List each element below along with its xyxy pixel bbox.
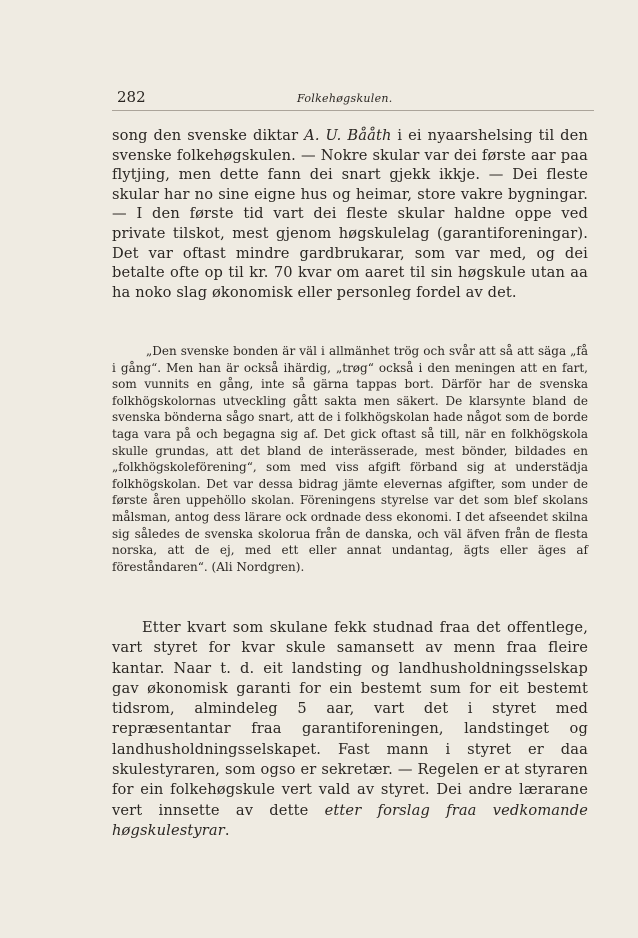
header-rule bbox=[112, 110, 594, 111]
page-number: 282 bbox=[117, 88, 146, 106]
author-initials: A. U. bbox=[304, 127, 342, 144]
p1-text-start: song den svenske diktar bbox=[112, 127, 305, 144]
author-surname: Bååth bbox=[347, 127, 392, 144]
page-header bbox=[117, 88, 592, 108]
p3-text: Etter kvart som skulane fekk studnad fraa det offentlege, vart styret for kvar skule samansett av menn fraa fleire kantar. Naar t. d. eit landsting og landhusholdningsselskap gav økonomisk garanti for ein bestemt sum for eit bestemt tidsrom, almindeleg 5 aar, vart det i styret med repræsentantar fraa garantiforeningen, landstinget og landhusholdningsselskapet. Fast mann i styret er daa skulestyraren, som ogso er sekretær. — Regelen er at styraren for ein folkehøgskule vert vald av styret. Dei andre lærarane vert innsette av dette bbox=[112, 619, 588, 819]
paragraph-3 bbox=[112, 618, 588, 841]
paragraph-1 bbox=[112, 126, 588, 302]
quoted-swedish-passage: „Den svenske bonden är väl i allmänhet trög och svår att så att säga „få i gång“. Men han är också ihärdig, „trøg“ också i den meningen att en fart, som vunnits en gång, inte så gärna tappas bort. Därför har de svenska folkhögskolornas utveckling gått sakta men säkert. De klarsynte bland de svenska bönderna sågo snart, att de i folkhögskolan hade något som de borde taga vara på och begagna sig af. Det gick oftast så till, när en folkhögskola skulle grundas, att det bland de interässerade, mest bönder, bildades en „folkhögskoleförening“, som med viss afgift förband sig at understädja folkhögskolan. Det var dessa bidrag jämte elevernas afgifter, som under de første åren uppehöllo skolan. Föreningens styrelse var det som blef skolans målsman, antog dess lärare ock ordnade dess ekonomi. I det afseendet skilna sig således de svenska skolorua från de danska, och väl äfven från de flesta norska, att de ej, med ett eller annat undantag, ägts eller äges af föreståndaren“. (Ali Nordgren). bbox=[112, 344, 588, 574]
p3-period: . bbox=[224, 821, 230, 839]
running-title: Folkehøgskulen. bbox=[297, 92, 393, 105]
p1-text-end: i ei nyaarshelsing til den svenske folkehøgskulen. — Nokre skular var dei første aar paa flytjing, men dette fann dei snart gjekk ikkje. — Dei fleste skular har no sine eigne hus og heimar, store vakre bygningar. — I den første tid vart dei fleste skular haldne oppe ved private tilskot, mest gjenom høgskulelag (garantiforeningar). Det var oftast mindre gardbrukarar, som var med, og dei betalte ofte op til kr. 70 kvar om aaret til sin høgskule utan aa ha noko slag økonomisk eller personleg fordel av det. bbox=[112, 127, 589, 301]
p3-italic-phrase: etter forslag fraa vedkomande høgskulestyrar bbox=[112, 801, 588, 839]
